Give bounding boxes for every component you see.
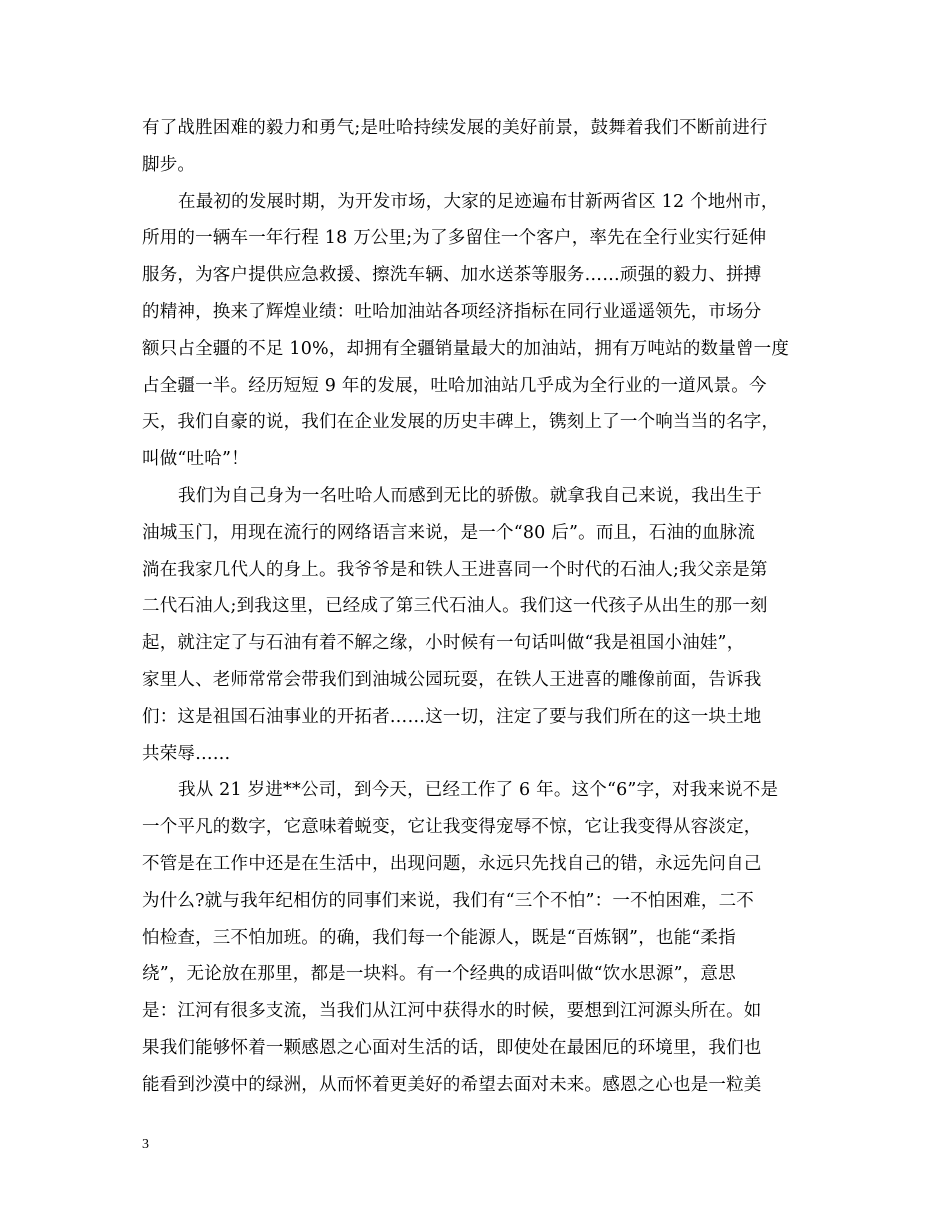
text-line: 淌在我家几代人的身上。我爷爷是和铁人王进喜同一个时代的石油人;我父亲是第 xyxy=(142,559,768,580)
text-line: 占全疆一半。经历短短 9 年的发展，吐哈加油站几乎成为全行业的一道风景。今 xyxy=(142,375,767,396)
text-line: 脚步。 xyxy=(142,154,196,175)
text-line: 们：这是祖国石油事业的开拓者……这一切，注定了要与我们所在的这一块土地 xyxy=(142,706,762,727)
page-number: 3 xyxy=(142,1137,149,1152)
text-line: 油城玉门，用现在流行的网络语言来说，是一个“80 后”。而且，石油的血脉流 xyxy=(142,522,756,543)
text-line: 绕”，无论放在那里，都是一块料。有一个经典的成语叫做“饮水思源”，意思 xyxy=(142,964,736,985)
text-line: 我从 21 岁进**公司，到今天，已经工作了 6 年。这个“6”字，对我来说不是 xyxy=(178,780,779,801)
text-line: 在最初的发展时期，为开发市场，大家的足迹遍布甘新两省区 12 个地州市， xyxy=(178,191,779,212)
text-line: 二代石油人;到我这里，已经成了第三代石油人。我们这一代孩子从出生的那一刻 xyxy=(142,596,768,617)
text-line: 共荣辱…… xyxy=(142,743,231,764)
text-line: 家里人、老师常常会带我们到油城公园玩耍，在铁人王进喜的雕像前面，告诉我 xyxy=(142,669,762,690)
text-line: 果我们能够怀着一颗感恩之心面对生活的话，即使处在最困厄的环境里，我们也 xyxy=(142,1037,762,1058)
text-line: 额只占全疆的不足 10%，却拥有全疆销量最大的加油站，拥有万吨站的数量曾一度 xyxy=(142,338,790,359)
text-line: 有了战胜困难的毅力和勇气;是吐哈持续发展的美好前景，鼓舞着我们不断前进行 xyxy=(142,118,768,138)
text-line: 我们为自己身为一名吐哈人而感到无比的骄傲。就拿我自己来说，我出生于 xyxy=(178,485,763,506)
text-line: 为什么?就与我年纪相仿的同事们来说，我们有“三个不怕”：一不怕困难，二不 xyxy=(142,890,754,911)
text-line: 不管是在工作中还是在生活中，出现问题，永远只先找自己的错，永远先问自己 xyxy=(142,853,762,874)
text-line: 服务，为客户提供应急救援、擦洗车辆、加水送茶等服务……顽强的毅力、拼搏 xyxy=(142,265,762,286)
text-line: 怕检查，三不怕加班。的确，我们每一个能源人，既是“百炼钢”，也能“柔指 xyxy=(142,927,736,948)
text-line: 起，就注定了与石油有着不解之缘，小时候有一句话叫做“我是祖国小油娃”， xyxy=(142,633,745,654)
text-line: 能看到沙漠中的绿洲，从而怀着更美好的希望去面对未来。感恩之心也是一粒美 xyxy=(142,1074,762,1095)
text-line: 一个平凡的数字，它意味着蜕变，它让我变得宠辱不惊，它让我变得从容淡定， xyxy=(142,817,762,838)
text-line: 叫做“吐哈”！ xyxy=(142,449,249,470)
text-line: 的精神，换来了辉煌业绩：吐哈加油站各项经济指标在同行业遥遥领先，市场分 xyxy=(142,301,762,322)
text-line: 所用的一辆车一年行程 18 万公里;为了多留住一个客户，率先在全行业实行延伸 xyxy=(142,228,767,249)
text-line: 天，我们自豪的说，我们在企业发展的历史丰碑上，镌刻上了一个响当当的名字， xyxy=(142,412,780,433)
body-text xyxy=(142,110,812,1104)
text-line: 是：江河有很多支流，当我们从江河中获得水的时候，要想到江河源头所在。如 xyxy=(142,1001,762,1022)
